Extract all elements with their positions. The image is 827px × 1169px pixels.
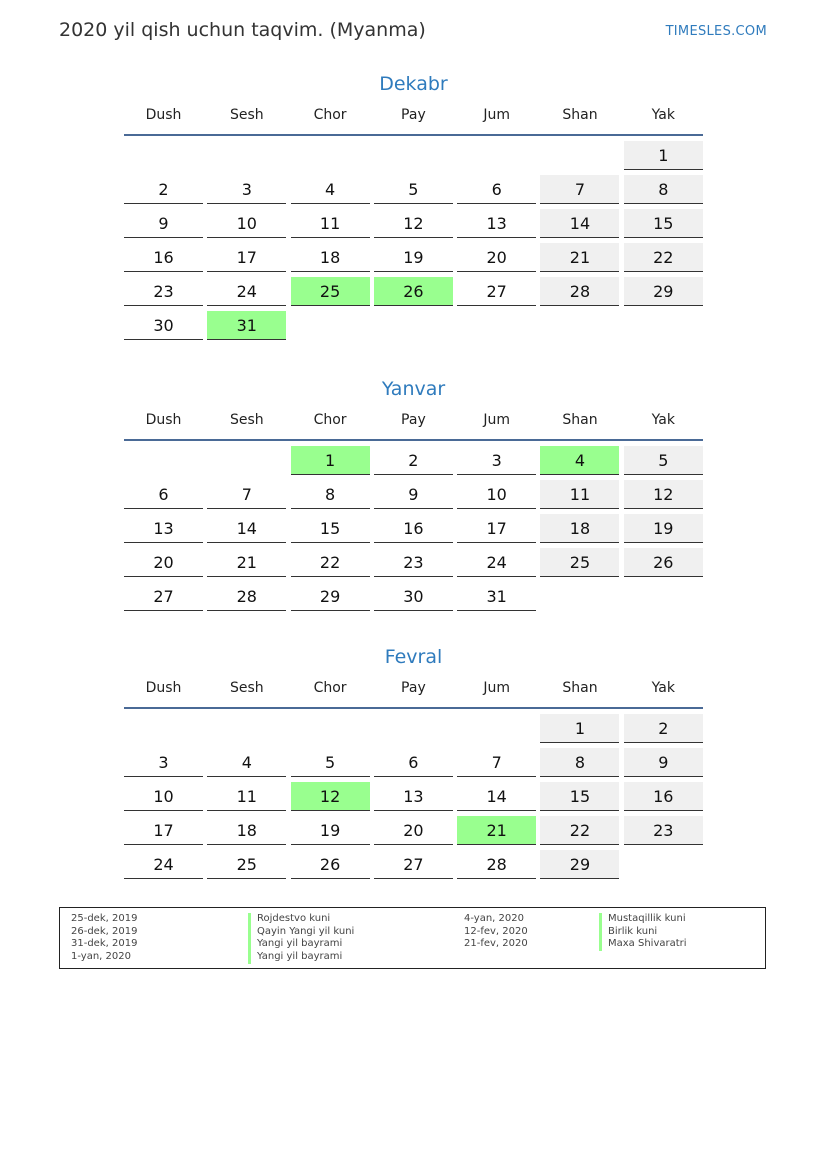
- holiday-legend: [59, 907, 766, 969]
- day-cell[interactable]: 31: [207, 311, 286, 340]
- day-cell[interactable]: 16: [124, 243, 203, 272]
- empty-cell: [207, 446, 286, 475]
- day-cell[interactable]: 17: [207, 243, 286, 272]
- day-cell[interactable]: 11: [540, 480, 619, 509]
- day-cell[interactable]: 8: [624, 175, 703, 204]
- day-cell[interactable]: 5: [374, 175, 453, 204]
- day-cell[interactable]: 19: [624, 514, 703, 543]
- day-cell[interactable]: 31: [457, 582, 536, 611]
- weekday-label: Shan: [562, 107, 598, 123]
- day-cell[interactable]: 14: [207, 514, 286, 543]
- weekday-label: Yak: [651, 680, 675, 696]
- day-cell[interactable]: 14: [457, 782, 536, 811]
- day-cell[interactable]: 13: [124, 514, 203, 543]
- legend-holiday-name: Yangi yil bayrami: [248, 938, 354, 951]
- weekday-header: [124, 411, 703, 441]
- day-cell[interactable]: 6: [374, 748, 453, 777]
- weekday-label: Shan: [562, 680, 598, 696]
- day-cell[interactable]: 16: [624, 782, 703, 811]
- weekday-label: Pay: [401, 680, 426, 696]
- day-cell[interactable]: 14: [540, 209, 619, 238]
- day-grid: [124, 446, 703, 611]
- day-cell[interactable]: 24: [124, 850, 203, 879]
- day-cell[interactable]: 24: [207, 277, 286, 306]
- legend-holiday-name: Rojdestvo kuni: [248, 913, 354, 926]
- empty-cell: [457, 141, 536, 170]
- month-name: Dekabr: [379, 73, 448, 95]
- day-cell[interactable]: 9: [624, 748, 703, 777]
- day-cell[interactable]: 25: [291, 277, 370, 306]
- legend-names-left: [248, 913, 354, 964]
- weekday-label: Sesh: [229, 107, 264, 123]
- day-cell[interactable]: 4: [540, 446, 619, 475]
- day-cell[interactable]: 30: [374, 582, 453, 611]
- day-cell[interactable]: 3: [207, 175, 286, 204]
- day-cell[interactable]: 12: [291, 782, 370, 811]
- legend-holiday-date: 31-dek, 2019: [71, 938, 138, 950]
- day-cell[interactable]: 10: [457, 480, 536, 509]
- empty-cell: [374, 714, 453, 743]
- day-cell[interactable]: 1: [540, 714, 619, 743]
- empty-cell: [457, 714, 536, 743]
- weekday-label: Chor: [313, 412, 347, 428]
- legend-holiday-name: Birlik kuni: [599, 926, 687, 939]
- weekday-label: Sesh: [229, 412, 264, 428]
- weekday-label: Dush: [145, 107, 182, 123]
- day-cell[interactable]: 10: [124, 782, 203, 811]
- day-cell[interactable]: 17: [457, 514, 536, 543]
- day-cell[interactable]: 20: [124, 548, 203, 577]
- day-cell[interactable]: 13: [374, 782, 453, 811]
- legend-holiday-name: Mustaqillik kuni: [599, 913, 687, 926]
- month-name: Fevral: [384, 646, 443, 668]
- page-title: 2020 yil qish uchun taqvim. (Myanma): [59, 19, 426, 41]
- day-cell[interactable]: 24: [457, 548, 536, 577]
- day-cell[interactable]: 29: [540, 850, 619, 879]
- day-cell[interactable]: 3: [124, 748, 203, 777]
- day-cell[interactable]: 5: [624, 446, 703, 475]
- day-cell[interactable]: 11: [207, 782, 286, 811]
- day-cell[interactable]: 9: [124, 209, 203, 238]
- day-cell[interactable]: 21: [540, 243, 619, 272]
- day-cell[interactable]: 30: [124, 311, 203, 340]
- legend-dates-left: [71, 913, 137, 964]
- day-cell[interactable]: 10: [207, 209, 286, 238]
- day-cell[interactable]: 27: [374, 850, 453, 879]
- legend-holiday-date: 1-yan, 2020: [71, 951, 131, 963]
- day-cell[interactable]: 23: [124, 277, 203, 306]
- empty-cell: [207, 141, 286, 170]
- day-cell[interactable]: 26: [624, 548, 703, 577]
- day-cell[interactable]: 27: [457, 277, 536, 306]
- day-cell[interactable]: 17: [124, 816, 203, 845]
- month-name: Yanvar: [381, 378, 446, 400]
- legend-names-right: [599, 913, 687, 951]
- day-grid: [124, 714, 703, 879]
- day-cell[interactable]: 2: [374, 446, 453, 475]
- day-cell[interactable]: 18: [207, 816, 286, 845]
- weekday-label: Jum: [483, 412, 510, 428]
- day-grid: [124, 141, 703, 340]
- legend-holiday-name: Qayin Yangi yil kuni: [248, 926, 354, 939]
- empty-cell: [374, 141, 453, 170]
- day-cell[interactable]: 21: [207, 548, 286, 577]
- legend-holiday-date: 21-fev, 2020: [464, 938, 528, 950]
- day-cell[interactable]: 13: [457, 209, 536, 238]
- day-cell[interactable]: 7: [207, 480, 286, 509]
- empty-cell: [124, 446, 203, 475]
- day-cell[interactable]: 15: [540, 782, 619, 811]
- legend-holiday-date: 25-dek, 2019: [71, 913, 138, 924]
- day-cell[interactable]: 16: [374, 514, 453, 543]
- day-cell[interactable]: 12: [624, 480, 703, 509]
- day-cell[interactable]: 8: [291, 480, 370, 509]
- day-cell[interactable]: 2: [124, 175, 203, 204]
- weekday-label: Shan: [562, 412, 598, 428]
- weekday-label: Pay: [401, 412, 426, 428]
- day-cell[interactable]: 7: [540, 175, 619, 204]
- day-cell[interactable]: 12: [374, 209, 453, 238]
- day-cell[interactable]: 22: [540, 816, 619, 845]
- day-cell[interactable]: 18: [291, 243, 370, 272]
- empty-cell: [291, 714, 370, 743]
- day-cell[interactable]: 20: [374, 816, 453, 845]
- day-cell[interactable]: 22: [624, 243, 703, 272]
- day-cell[interactable]: 21: [457, 816, 536, 845]
- day-cell[interactable]: 29: [624, 277, 703, 306]
- weekday-label: Yak: [651, 412, 675, 428]
- empty-cell: [124, 141, 203, 170]
- empty-cell: [540, 141, 619, 170]
- day-cell[interactable]: 5: [291, 748, 370, 777]
- legend-holiday-name: Maxa Shivaratri: [599, 938, 687, 951]
- empty-cell: [291, 141, 370, 170]
- day-cell[interactable]: 1: [624, 141, 703, 170]
- month-fevral: [124, 643, 703, 879]
- legend-dates-right: [464, 913, 528, 951]
- weekday-label: Jum: [483, 107, 510, 123]
- site-link[interactable]: TIMESLES.COM: [665, 24, 767, 39]
- day-cell[interactable]: 8: [540, 748, 619, 777]
- day-cell[interactable]: 19: [374, 243, 453, 272]
- weekday-label: Yak: [651, 107, 675, 123]
- day-cell[interactable]: 6: [457, 175, 536, 204]
- day-cell[interactable]: 25: [540, 548, 619, 577]
- weekday-header: [124, 679, 703, 709]
- day-cell[interactable]: 7: [457, 748, 536, 777]
- day-cell[interactable]: 4: [207, 748, 286, 777]
- weekday-label: Sesh: [229, 680, 264, 696]
- weekday-label: Dush: [145, 412, 182, 428]
- legend-holiday-name: Yangi yil bayrami: [248, 951, 354, 964]
- day-cell[interactable]: 27: [124, 582, 203, 611]
- day-cell[interactable]: 22: [291, 548, 370, 577]
- day-cell[interactable]: 1: [291, 446, 370, 475]
- weekday-label: Chor: [313, 107, 347, 123]
- day-cell[interactable]: 29: [291, 582, 370, 611]
- day-cell[interactable]: 11: [291, 209, 370, 238]
- day-cell[interactable]: 2: [624, 714, 703, 743]
- legend-holiday-date: 26-dek, 2019: [71, 925, 138, 937]
- day-cell[interactable]: 23: [374, 548, 453, 577]
- day-cell[interactable]: 26: [374, 277, 453, 306]
- empty-cell: [207, 714, 286, 743]
- day-cell[interactable]: 18: [540, 514, 619, 543]
- weekday-label: Dush: [145, 680, 182, 696]
- day-cell[interactable]: 4: [291, 175, 370, 204]
- day-cell[interactable]: 15: [624, 209, 703, 238]
- weekday-label: Pay: [401, 107, 426, 123]
- day-cell[interactable]: 26: [291, 850, 370, 879]
- day-cell[interactable]: 23: [624, 816, 703, 845]
- day-cell[interactable]: 20: [457, 243, 536, 272]
- weekday-label: Jum: [483, 680, 510, 696]
- day-cell[interactable]: 3: [457, 446, 536, 475]
- day-cell[interactable]: 28: [540, 277, 619, 306]
- empty-cell: [124, 714, 203, 743]
- day-cell[interactable]: 9: [374, 480, 453, 509]
- weekday-header: [124, 106, 703, 136]
- day-cell[interactable]: 25: [207, 850, 286, 879]
- month-dekabr: [124, 70, 703, 340]
- day-cell[interactable]: 6: [124, 480, 203, 509]
- day-cell[interactable]: 28: [457, 850, 536, 879]
- day-cell[interactable]: 15: [291, 514, 370, 543]
- weekday-label: Chor: [313, 680, 347, 696]
- legend-holiday-date: 12-fev, 2020: [464, 925, 528, 937]
- day-cell[interactable]: 19: [291, 816, 370, 845]
- month-yanvar: [124, 375, 703, 611]
- day-cell[interactable]: 28: [207, 582, 286, 611]
- legend-holiday-date: 4-yan, 2020: [464, 913, 524, 924]
